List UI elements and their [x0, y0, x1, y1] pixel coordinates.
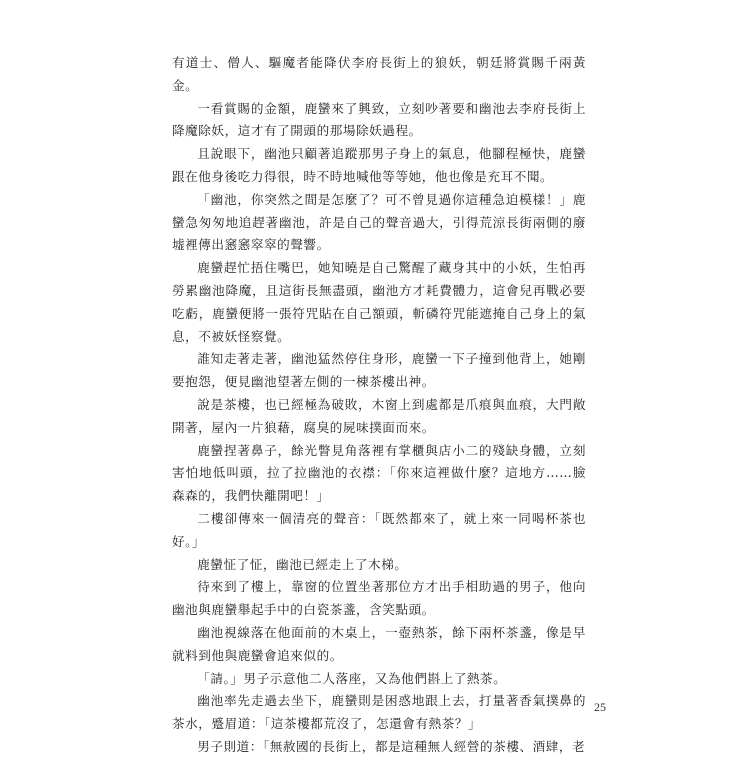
paragraph: 男子則道：「無赦國的長街上，都是這種無人經營的茶樓、酒肆，老	[197, 738, 586, 754]
paragraph: 誰知走著走著，幽池猛然停住身形，鹿蠻一下子撞到他背上，她剛要抱怨，便見幽池望著左側的一棟茶樓出神。	[172, 351, 586, 390]
paragraph: 說是茶樓，也已經極為破敗，木窗上到處都是爪痕與血痕，大門敞開著，屋內一片狼藉，腐臭的屍味撲面而來。	[172, 396, 586, 435]
paragraph: 二樓卻傳來一個清亮的聲音：「既然都來了，就上來一同喝杯茶也好。」	[172, 510, 586, 549]
paragraph: 鹿蠻捏著鼻子，餘光瞥見角落裡有掌櫃與店小二的殘缺身體，立刻害怕地低叫頭，拉了拉幽池的衣襟：「你來這裡做什麼？這地方……臉森森的，我們快離開吧！」	[172, 442, 586, 504]
page-number: 25	[594, 700, 606, 714]
paragraph: 鹿蠻怔了怔，幽池已經走上了木梯。	[197, 556, 408, 572]
paragraph: 幽池視線落在他面前的木桌上，一壺熱茶，餘下兩杯茶盞，像是早就料到他與鹿蠻會追來似的。	[172, 624, 586, 663]
page-body	[172, 52, 586, 759]
paragraph: 鹿蠻趕忙捂住嘴巴，她知曉是自己驚醒了藏身其中的小妖，生怕再勞累幽池降魔，且這街長無盡頭，幽池方才耗費體力，這會兒再戰必要吃虧，鹿蠻便將一張符咒貼在自己額頭，斬磷符咒能遮掩自己身上的氣息，不被妖怪察覺。	[172, 260, 586, 344]
paragraph: 有道士、僧人、驅魔者能降伏李府長街上的狼妖，朝廷將賞賜千兩黃金。	[172, 55, 586, 93]
paragraph: 「幽池，你突然之間是怎麼了？可不曾見過你這種急迫模樣！」鹿蠻急匆匆地追趕著幽池，許是自己的聲音過大，引得荒涼長街兩側的廢墟裡傳出窸窸窣窣的聲響。	[172, 191, 586, 253]
paragraph: 一看賞賜的金額，鹿蠻來了興致，立刻吵著要和幽池去李府長街上降魔除妖，這才有了開頭的那場除妖過程。	[172, 100, 586, 139]
paragraph: 待來到了樓上，靠窗的位置坐著那位方才出手相助過的男子，他向幽池與鹿蠻舉起手中的白瓷茶盞，含笑點頭。	[172, 579, 586, 618]
paragraph: 「請。」男子示意他二人落座，又為他們斟上了熱茶。	[197, 670, 507, 686]
paragraph: 且說眼下，幽池只顧著追蹤那男子身上的氣息，他腳程極快，鹿蠻跟在他身後吃力得很，時不時地喊他等等她，他也像是充耳不聞。	[172, 146, 586, 184]
paragraph: 幽池率先走過去坐下，鹿蠻則是困惑地跟上去，打量著香氣撲鼻的茶水，蹙眉道：「這茶樓都荒沒了，怎還會有熱茶？」	[172, 693, 586, 732]
